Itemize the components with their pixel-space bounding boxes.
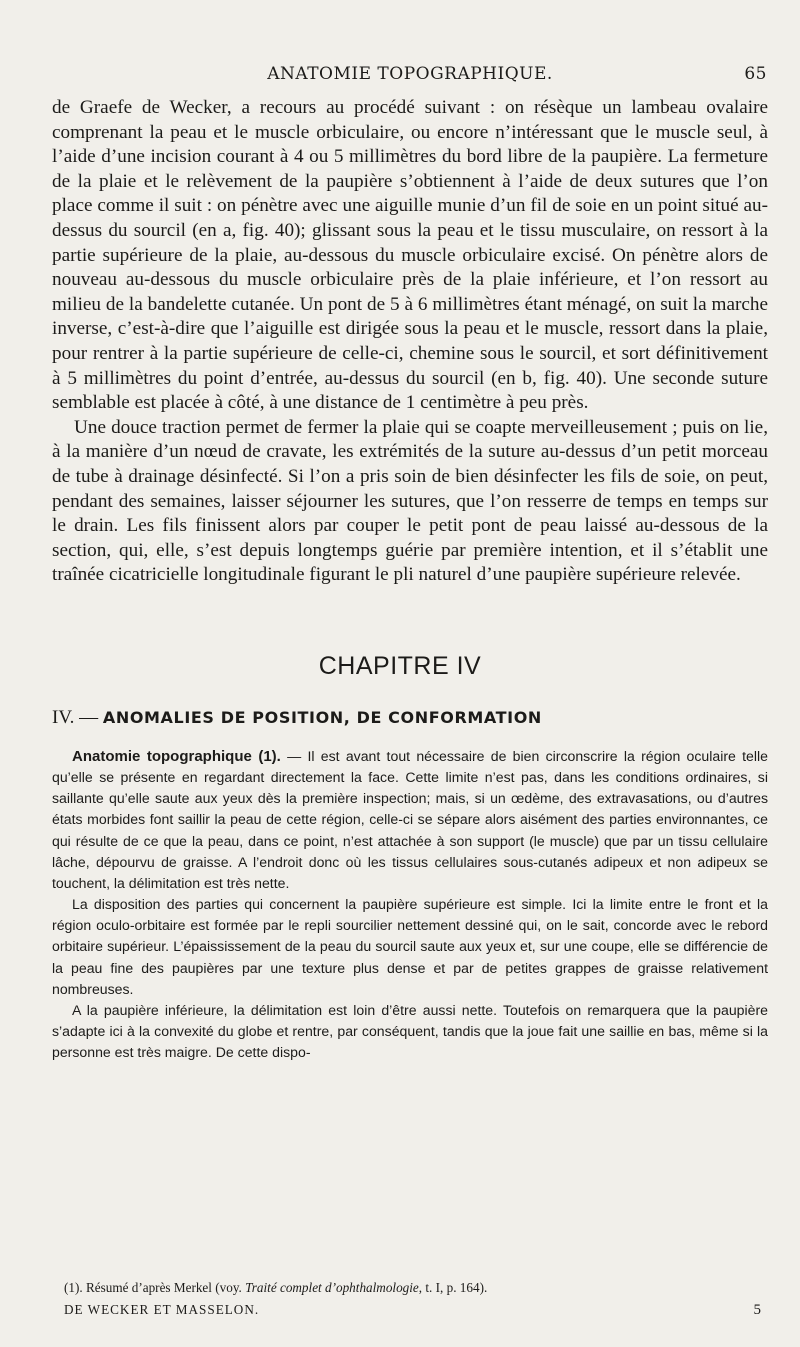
- small-paragraph-2: La disposition des parties qui concernent la paupière supérieure est simple. Ici la limite entre le front et la région oculo-orbitaire est formée par le repli sourcilier nettement dessiné qui, on le sait, concorde avec le rebord orbitaire supérieur. L’épaississement de la peau du sourcil saute aux yeux et, sur une coupe, elle se différencie de la peau fine des paupières par une texture plus dense et par de petites grappes de graisse relativement nombreuses.: [52, 896, 768, 997]
- paragraph-2: Une douce traction permet de fermer la plaie qui se coapte merveilleusement ; puis on lie, à la manière d’un nœud de cravate, les extrémités de la suture au-dessus d’un petit morceau de tube à drainage désinfecté. Si l’on a pris soin de bien désinfecter les fils de soie, on peut, pendant des semaines, laisser séjourner les sutures, que l’on resserre de temps en temps sur le drain. Les fils finissent alors par couper le petit pont de peau laissé au-dessous de la section, qui, elle, s’est depuis longtemps guérie par première intention, et il s’établit une traînée cicatricielle longitudinale figurant le pli naturel d’une paupière supérieure relevée.: [52, 416, 768, 586]
- running-title: ANATOMIE TOPOGRAPHIQUE.: [267, 64, 553, 84]
- section-number: IV. —: [52, 707, 99, 728]
- section-heading: [52, 707, 768, 729]
- page-number: 65: [744, 64, 767, 84]
- paragraph-lead-heading: Anatomie topographique (1).: [72, 748, 281, 765]
- chapter-heading: CHAPITRE IV: [318, 652, 482, 680]
- printer-signature: [64, 1302, 764, 1318]
- footnote-book-title: Traité complet d’ophthalmologie: [245, 1280, 419, 1295]
- running-header: [53, 64, 767, 88]
- paragraph-1: de Graefe de Wecker, a recours au procédé suivant : on résèque un lambeau ovalaire comprenant la peau et le muscle orbiculaire, ou encore n’intéressant que le muscle seul, à l’aide d’une incision courant à 4 ou 5 millimètres du bord libre de la paupière. La fermeture de la plaie et le relèvement de la paupière s’obtiennent à l’aide de deux sutures que l’on place comme il suit : on pénètre avec une aiguille munie d’un fil de soie en un point situé au-dessus du sourcil (en a, fig. 40); glissant sous la peau et le tissu musculaire, on ressort à la partie supérieure de la plaie, au-dessous du muscle orbiculaire excisé. On pénètre alors de nouveau au-dessous du muscle orbiculaire près de la plaie inférieure, et l’on ressort au milieu de la bandelette cutanée. Un pont de 5 à 6 millimètres étant ménagé, on suit la marche inverse, c’est-à-dire que l’aiguille est dirigée sous la peau et le muscle, ressort dans la plaie, pour rentrer à la partie supérieure de celle-ci, chemine sous le sourcil, et sort définitivement à 5 millimètres du point d’entrée, au-dessus du sourcil (en b, fig. 40). Une seconde suture semblable est placée à côté, à une distance de 1 centimètre à peu près.: [52, 97, 768, 414]
- section-title: ANOMALIES DE POSITION, DE CONFORMATION: [102, 708, 542, 727]
- footnote: [64, 1280, 764, 1296]
- signature-number: 5: [753, 1302, 762, 1318]
- paragraph-lead-text: — Il est avant tout nécessaire de bien circonscrire la région oculaire telle qu’elle se présente en regardant directement la face. Cette limite n’est pas, dans les conditions ordinaires, si saillante qu’elle saute aux yeux dès la première inspection; mais, si un œdème, des extravasations, ou d’autres états morbides font saillir la peau de cette région, celle-ci se sépare alors aisément des parties environnantes, ce qui résulte de ce que la peau, dans ce point, n’est attachée à son support (le muscle) que par un tissu cellulaire lâche, dépourvu de graisse. A l’endroit donc où les tissus cellulaires sous-cutanés adipeux et non adipeux se touchent, la délimitation est très nette.: [52, 748, 768, 891]
- small-print-text: [52, 746, 768, 1063]
- main-text: [52, 96, 768, 588]
- small-paragraph-1: [52, 746, 768, 894]
- footnote-prefix: (1). Résumé d’après Merkel (voy.: [64, 1280, 246, 1295]
- footnote-suffix: , t. I, p. 164).: [418, 1280, 488, 1295]
- signature-authors: DE WECKER ET MASSELON.: [64, 1302, 260, 1317]
- small-paragraph-3: A la paupière inférieure, la délimitation est loin d’être aussi nette. Toutefois on remarquera que la paupière s’adapte ici à la convexité du globe et rentre, par conséquent, tandis que la joue fait une saillie en bas, même si la personne est très maigre. De cette dispo-: [52, 1001, 768, 1061]
